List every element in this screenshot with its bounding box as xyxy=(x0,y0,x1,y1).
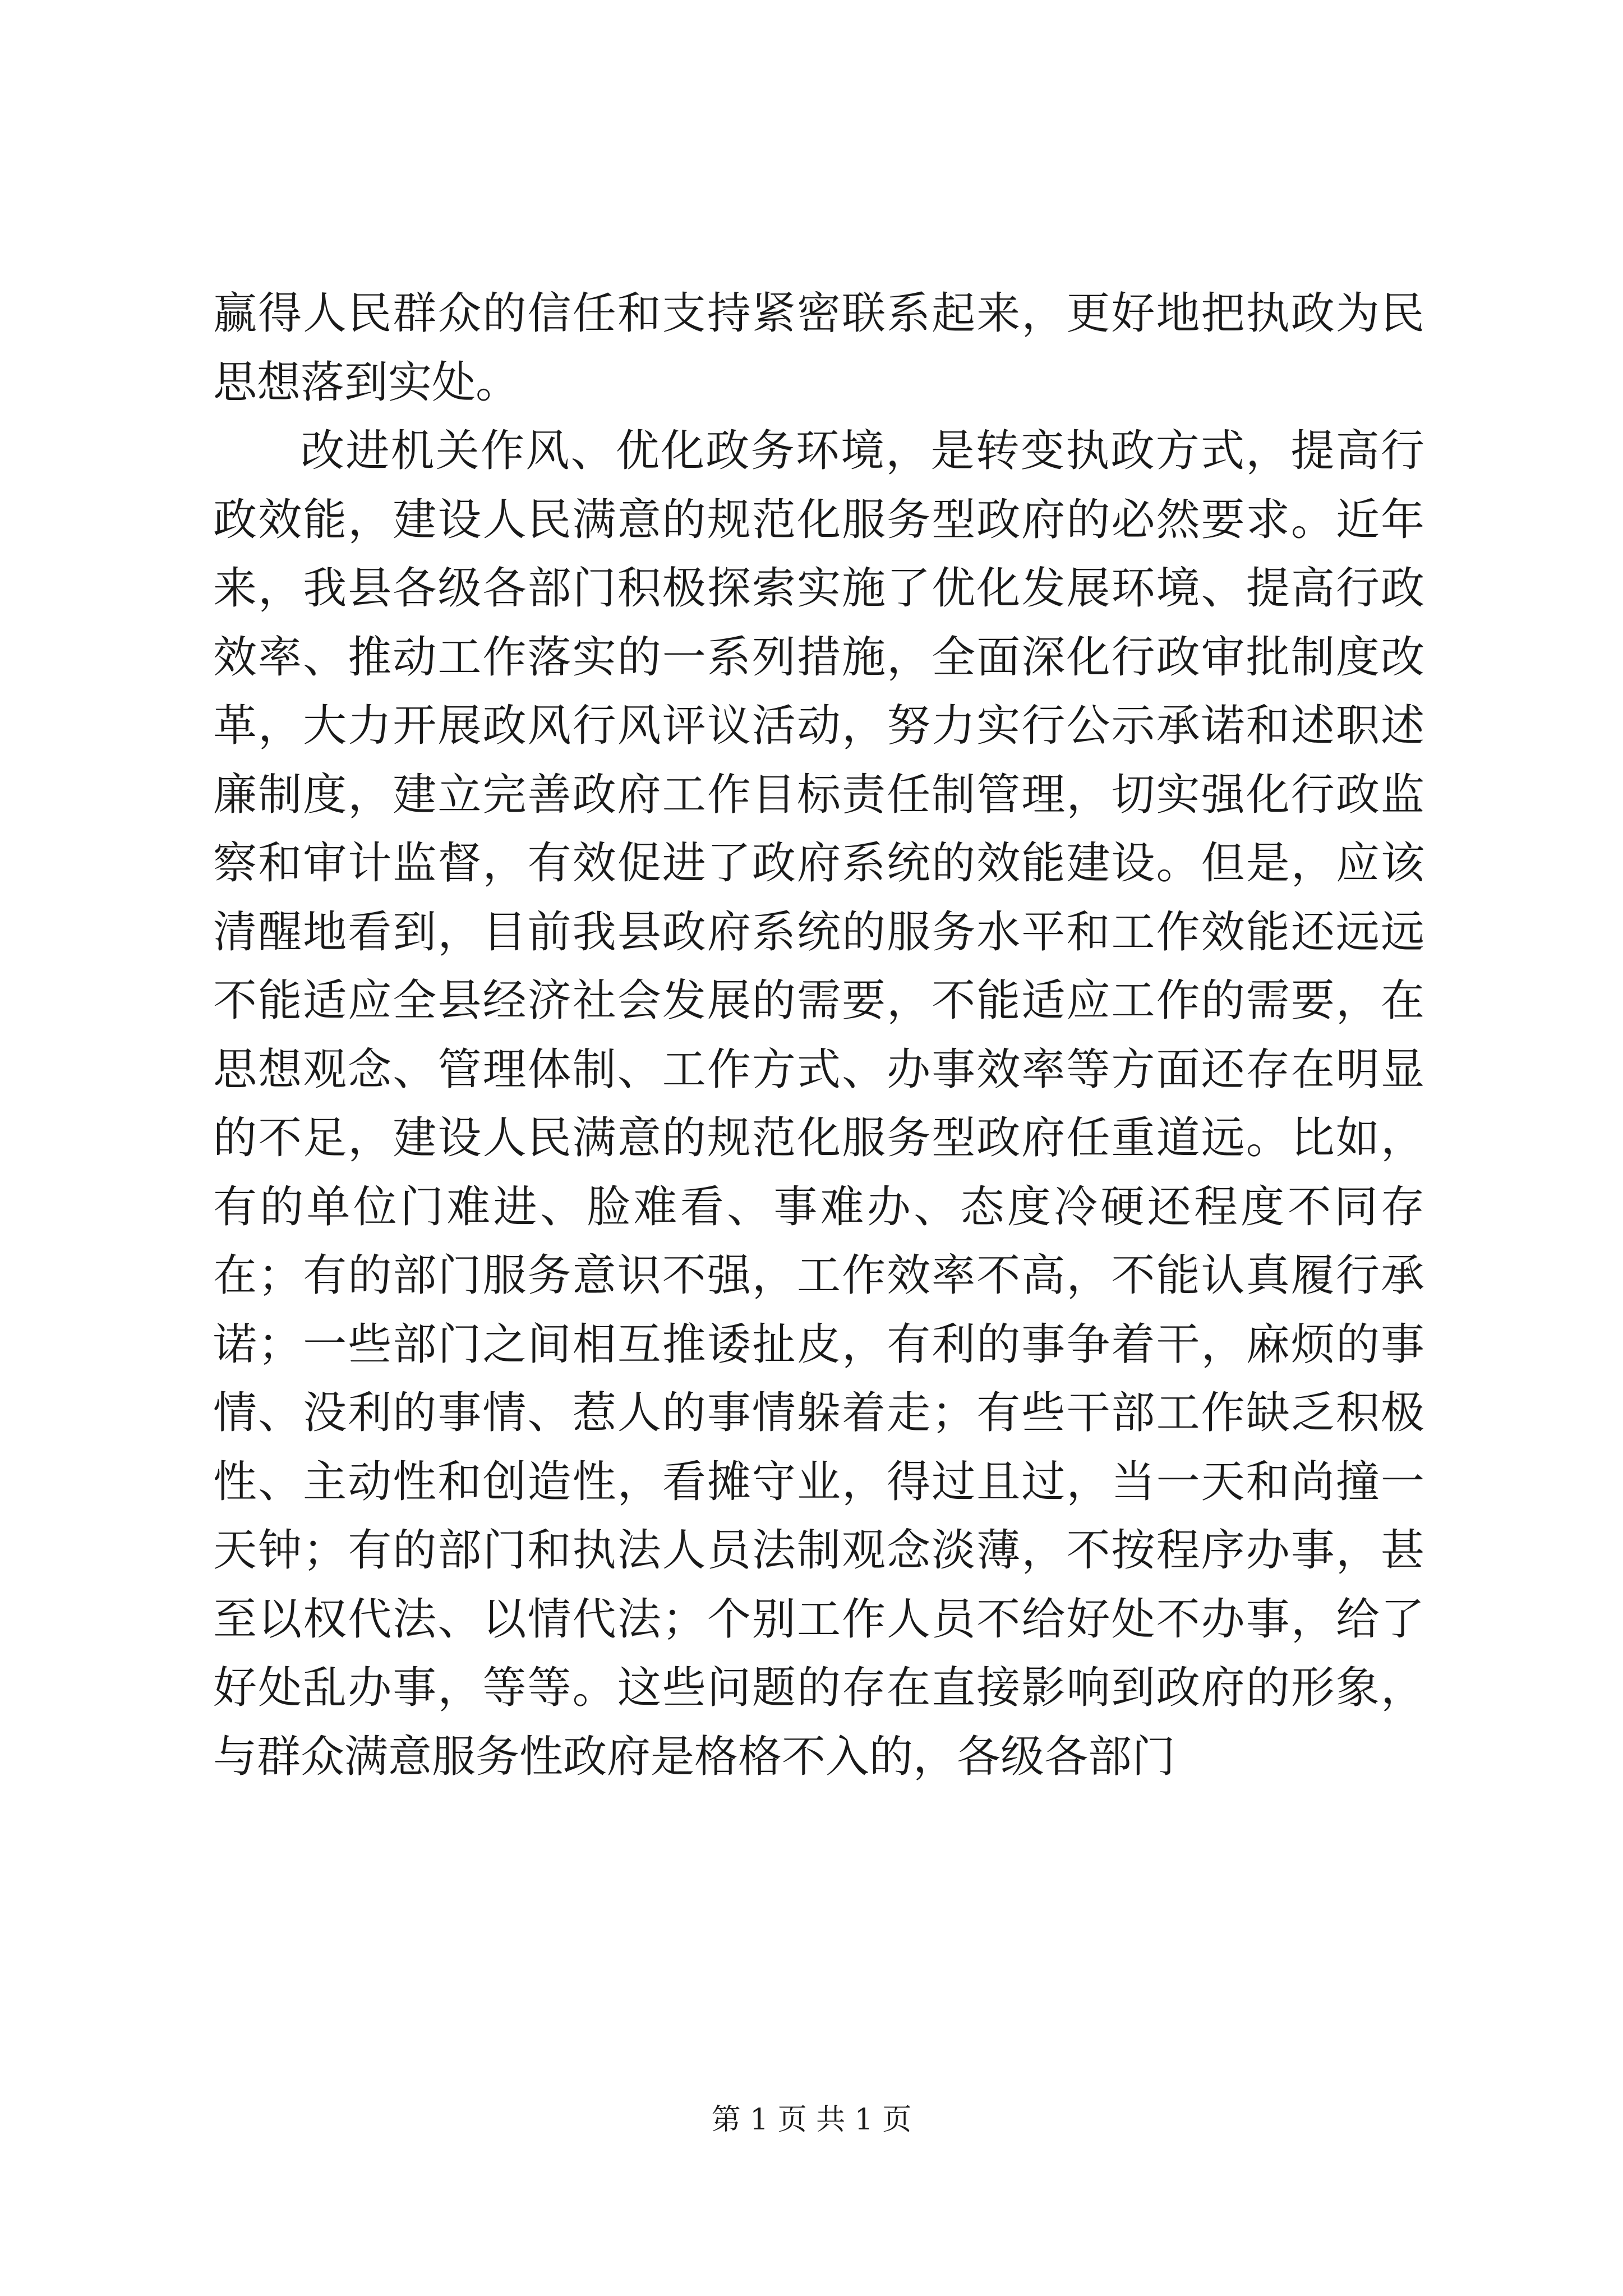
paragraph: 改进机关作风、优化政务环境，是转变执政方式，提高行政效能，建设人民满意的规范化服务型政府的必然要求。近年来，我县各级各部门积极探索实施了优化发展环境、提高行政效率、推动工作落实的一系列措施，全面深化行政审批制度改革，大力开展政风行风评议活动，努力实行公示承诺和述职述廉制度，建立完善政府工作目标责任制管理，切实强化行政监察和审计监督，有效促进了政府系统的效能建设。但是，应该清醒地看到，目前我县政府系统的服务水平和工作效能还远远不能适应全县经济社会发展的需要，不能适应工作的需要，在思想观念、管理体制、工作方式、办事效率等方面还存在明显的不足，建设人民满意的规范化服务型政府任重道远。比如，有的单位门难进、脸难看、事难办、态度冷硬还程度不同存在；有的部门服务意识不强，工作效率不高，不能认真履行承诺；一些部门之间相互推诿扯皮，有利的事争着干，麻烦的事情、没利的事情、惹人的事情躲着走；有些干部工作缺乏积极性、主动性和创造性，看摊守业，得过且过，当一天和尚撞一天钟；有的部门和执法人员法制观念淡薄，不按程序办事，甚至以权代法、以情代法；个别工作人员不给好处不办事，给了好处乱办事，等等。这些问题的存在直接影响到政府的形象，与群众满意服务性政府是格格不入的，各级各部门 xyxy=(213,426,1424,1782)
document-body xyxy=(213,279,1424,1791)
paragraph-continuation: 赢得人民群众的信任和支持紧密联系起来，更好地把执政为民思想落到实处。 xyxy=(213,288,1424,408)
page-footer: 第 1 页 共 1 页 xyxy=(711,2103,912,2137)
